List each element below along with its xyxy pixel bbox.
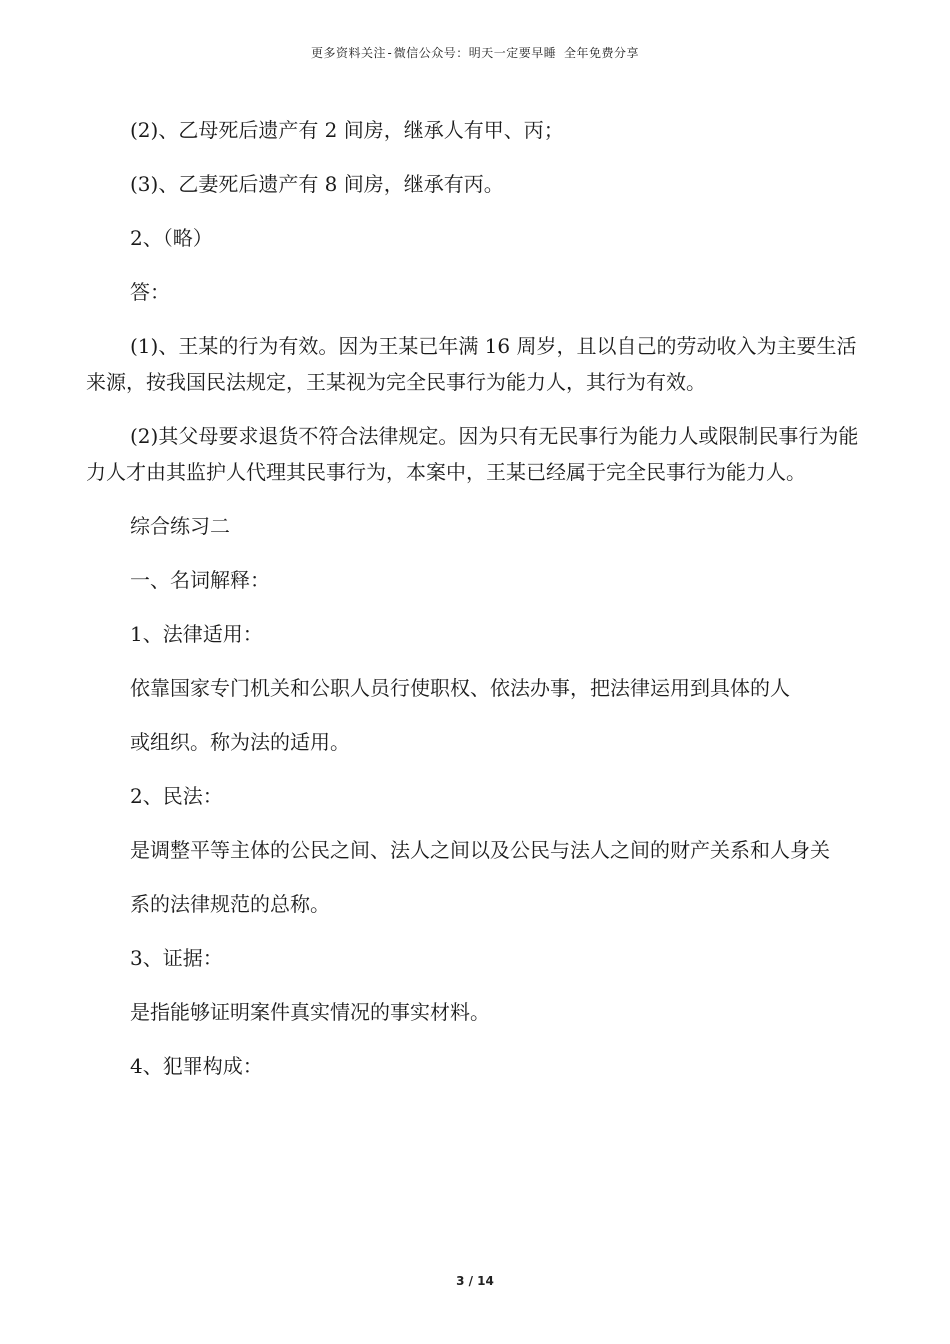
page-header: 更多资料关注-微信公众号：明天一定要早睡 全年免费分享: [311, 46, 639, 60]
paragraph: (2)其父母要求退货不符合法律规定。因为只有无民事行为能力人或限制民事行为能力人才由其监护人代理其民事行为，本案中，王某已经属于完全民事行为能力人。: [86, 424, 859, 484]
paragraph: 或组织。称为法的适用。: [130, 730, 350, 754]
paragraph: 答：: [130, 280, 170, 304]
paragraph: 是调整平等主体的公民之间、法人之间以及公民与法人之间的财产关系和人身关: [130, 838, 830, 862]
document-body: [86, 112, 866, 1102]
term-heading: 1、法律适用：: [130, 622, 263, 646]
paragraph: (3)、乙妻死后遗产有 8 间房，继承有丙。: [130, 172, 504, 196]
term-heading: 4、犯罪构成：: [130, 1054, 263, 1078]
term-heading: 3、证据：: [130, 946, 223, 970]
paragraph: 系的法律规范的总称。: [130, 892, 330, 916]
page-number: 3 / 14: [456, 1274, 494, 1288]
paragraph: (1)、王某的行为有效。因为王某已年满 16 周岁，且以自己的劳动收入为主要生活来源，按我国民法规定，王某视为完全民事行为能力人，其行为有效。: [86, 334, 857, 394]
paragraph: 2、（略）: [130, 226, 213, 250]
paragraph: (2)、乙母死后遗产有 2 间房，继承人有甲、丙；: [130, 118, 564, 142]
paragraph: 是指能够证明案件真实情况的事实材料。: [130, 1000, 490, 1024]
section-heading: 综合练习二: [130, 514, 230, 538]
term-heading: 2、民法：: [130, 784, 223, 808]
section-heading: 一、名词解释：: [130, 568, 270, 592]
paragraph: 依靠国家专门机关和公职人员行使职权、依法办事，把法律运用到具体的人: [130, 676, 790, 700]
